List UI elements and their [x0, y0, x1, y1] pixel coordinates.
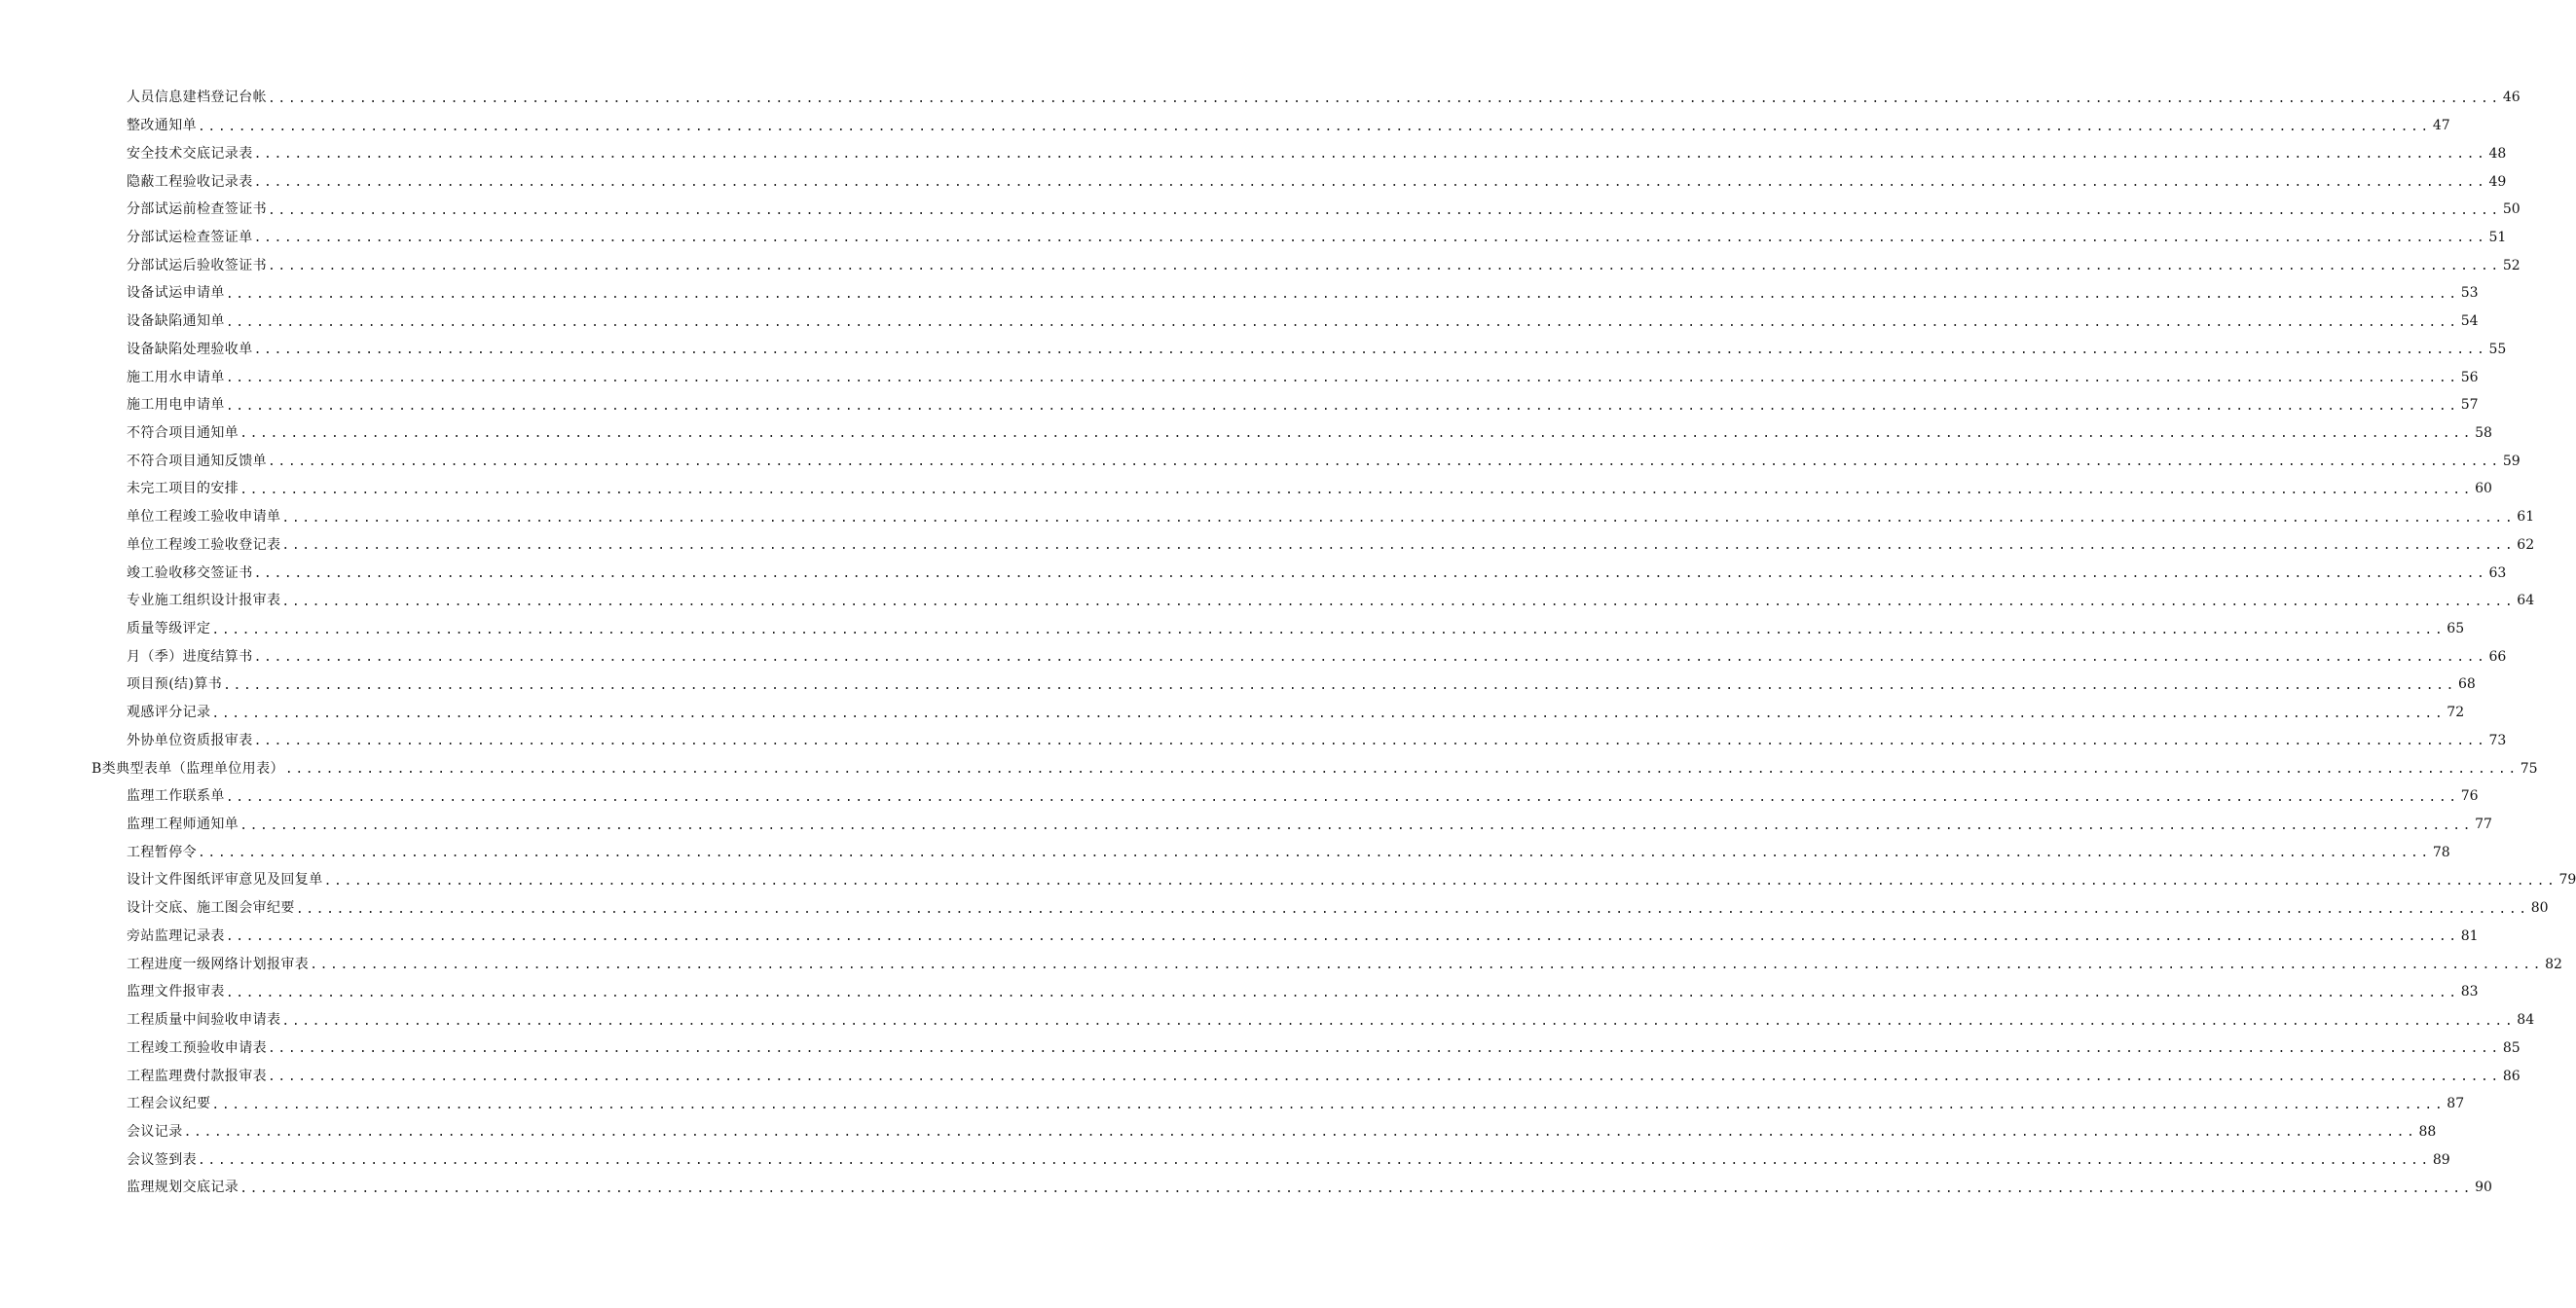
toc-entry-title: 监理工作联系单 [127, 788, 225, 805]
toc-entry-title: 设备试运申请单 [127, 285, 225, 302]
toc-entry[interactable] [0, 811, 2492, 839]
toc-entry-page: 84 [2517, 1012, 2535, 1029]
dot-leader: ............................................................................................................................................................................................................................ [253, 231, 2487, 246]
toc-entry[interactable] [0, 363, 2479, 391]
dot-leader: ............................................................................................................................................................................................................................ [253, 343, 2487, 358]
toc-entry-page: 73 [2488, 732, 2507, 748]
toc-entry-page: 62 [2517, 536, 2535, 553]
dot-leader: ............................................................................................................................................................................................................................ [281, 510, 2516, 526]
toc-entry[interactable] [0, 950, 2562, 978]
toc-entry[interactable] [0, 112, 2450, 140]
toc-entry-title: 工程竣工预验收申请表 [127, 1039, 267, 1056]
toc-entry[interactable] [0, 923, 2479, 951]
toc-entry[interactable] [0, 1090, 2465, 1118]
dot-leader: ............................................................................................................................................................................................................................ [295, 901, 2529, 917]
toc-entry-title: 单位工程竣工验收申请单 [127, 509, 281, 526]
toc-entry[interactable] [0, 699, 2465, 727]
toc-entry-title: 工程会议纪要 [127, 1096, 211, 1112]
toc-entry[interactable] [0, 167, 2507, 196]
toc-entry-title: 整改通知单 [127, 118, 197, 134]
toc-entry[interactable] [0, 335, 2507, 363]
dot-leader: ............................................................................................................................................................................................................................ [225, 286, 2459, 302]
dot-leader: ............................................................................................................................................................................................................................ [253, 566, 2487, 582]
toc-entry-page: 87 [2447, 1096, 2465, 1112]
toc-entry-page: 52 [2502, 257, 2521, 273]
toc-entry-title: 设备缺陷处理验收单 [127, 341, 253, 357]
toc-entry-title: 单位工程竣工验收登记表 [127, 536, 281, 553]
toc-entry-page: 58 [2475, 424, 2492, 441]
toc-entry-page: 83 [2460, 984, 2479, 1000]
toc-entry-page: 81 [2460, 927, 2479, 944]
toc-entry-title: 工程质量中间验收申请表 [127, 1012, 281, 1029]
toc-entry-title: 监理规划交底记录 [127, 1180, 239, 1196]
toc-entry[interactable] [0, 559, 2507, 587]
toc-entry-title: 工程监理费付款报审表 [127, 1068, 267, 1084]
toc-entry-title: 分部试运前检查签证书 [127, 201, 267, 218]
dot-leader: ............................................................................................................................................................................................................................ [225, 985, 2459, 1000]
toc-entry-page: 85 [2502, 1039, 2521, 1056]
toc-entry-title: 工程进度一级网络计划报审表 [127, 956, 310, 972]
dot-leader: ............................................................................................................................................................................................................................ [225, 314, 2459, 330]
toc-entry-title: 会议签到表 [127, 1151, 197, 1168]
dot-leader: ............................................................................................................................................................................................................................ [268, 454, 2501, 470]
toc-entry[interactable] [0, 894, 2549, 923]
toc-entry-page: 65 [2447, 621, 2465, 637]
toc-entry-title: 施工用电申请单 [127, 397, 225, 414]
toc-entry-page: 47 [2432, 118, 2450, 134]
toc-entry-title: 隐蔽工程验收记录表 [127, 173, 253, 190]
toc-entry-title: 会议记录 [127, 1123, 183, 1140]
toc-entry-page: 88 [2418, 1123, 2437, 1140]
toc-entry[interactable] [0, 1006, 2535, 1035]
dot-leader: ............................................................................................................................................................................................................................ [310, 958, 2544, 973]
toc-entry[interactable] [0, 308, 2479, 336]
dot-leader: ............................................................................................................................................................................................................................ [183, 1125, 2417, 1141]
toc-entry-page: 55 [2488, 341, 2507, 357]
dot-leader: ............................................................................................................................................................................................................................ [284, 762, 2519, 778]
toc-entry-page: 49 [2488, 173, 2507, 190]
toc-entry-title: 监理文件报审表 [127, 984, 225, 1000]
toc-entry-page: 51 [2488, 229, 2507, 245]
dot-leader: ............................................................................................................................................................................................................................ [198, 846, 2431, 861]
toc-section-entry[interactable] [0, 754, 2538, 782]
toc-entry-page: 48 [2488, 145, 2507, 162]
toc-entry-title: 竣工验收移交签证书 [127, 564, 253, 581]
toc-entry-page: 61 [2517, 509, 2535, 526]
toc-entry[interactable] [0, 447, 2521, 475]
toc-entry-title: 工程暂停令 [127, 844, 197, 860]
toc-entry[interactable] [0, 838, 2450, 866]
dot-leader: ............................................................................................................................................................................................................................ [281, 1013, 2516, 1029]
dot-leader: ............................................................................................................................................................................................................................ [268, 259, 2501, 274]
toc-entry-title: 安全技术交底记录表 [127, 145, 253, 162]
dot-leader: ............................................................................................................................................................................................................................ [198, 1153, 2431, 1169]
toc-entry[interactable] [0, 615, 2465, 643]
dot-leader: ............................................................................................................................................................................................................................ [268, 202, 2501, 218]
toc-entry-page: 63 [2488, 564, 2507, 581]
dot-leader: ............................................................................................................................................................................................................................ [225, 371, 2459, 386]
toc-entry-page: 82 [2545, 956, 2562, 972]
toc-entry[interactable] [0, 1034, 2521, 1062]
dot-leader: ............................................................................................................................................................................................................................ [268, 1041, 2501, 1057]
table-of-contents [0, 84, 2576, 1202]
toc-entry-title: 不符合项目通知反馈单 [127, 453, 267, 469]
toc-entry-title: 项目预(结)算书 [127, 676, 223, 693]
toc-entry-title: 监理工程师通知单 [127, 817, 239, 833]
toc-entry-title: 月（季）进度结算书 [127, 648, 253, 665]
toc-entry-page: 60 [2475, 481, 2492, 497]
toc-entry[interactable] [0, 671, 2476, 699]
dot-leader: ............................................................................................................................................................................................................................ [223, 677, 2456, 693]
toc-entry[interactable] [0, 1062, 2521, 1090]
toc-entry[interactable] [0, 866, 2576, 894]
toc-entry-title: 未完工项目的安排 [127, 481, 239, 497]
dot-leader: ............................................................................................................................................................................................................................ [239, 1181, 2474, 1196]
dot-leader: ............................................................................................................................................................................................................................ [323, 873, 2558, 889]
toc-entry[interactable] [0, 727, 2507, 755]
dot-leader: ............................................................................................................................................................................................................................ [239, 482, 2474, 497]
toc-entry-page: 46 [2502, 90, 2521, 106]
toc-entry[interactable] [0, 139, 2507, 167]
toc-entry-page: 53 [2460, 285, 2479, 302]
toc-entry-title: 观感评分记录 [127, 705, 211, 721]
toc-entry-page: 90 [2475, 1180, 2492, 1196]
toc-entry-title: 设计交底、施工图会审纪要 [127, 900, 295, 917]
dot-leader: ............................................................................................................................................................................................................................ [268, 91, 2501, 106]
toc-entry-title: 施工用水申请单 [127, 369, 225, 385]
toc-entry-page: 66 [2488, 648, 2507, 665]
toc-entry-page: 76 [2460, 788, 2479, 805]
toc-entry[interactable] [0, 84, 2521, 112]
dot-leader: ............................................................................................................................................................................................................................ [225, 789, 2459, 805]
toc-entry[interactable] [0, 419, 2492, 448]
toc-entry-title: 人员信息建档登记台帐 [127, 90, 267, 106]
toc-entry[interactable] [0, 224, 2507, 252]
toc-entry-page: 78 [2432, 844, 2450, 860]
toc-section-title: B类典型表单（监理单位用表） [92, 760, 284, 777]
dot-leader: ............................................................................................................................................................................................................................ [253, 650, 2487, 666]
toc-entry[interactable] [0, 642, 2507, 671]
toc-entry-page: 86 [2502, 1068, 2521, 1084]
toc-entry-page: 56 [2460, 369, 2479, 385]
toc-entry-page: 68 [2458, 676, 2476, 693]
toc-entry[interactable] [0, 279, 2479, 308]
toc-entry-page: 72 [2447, 705, 2465, 721]
toc-entry-title: 设计文件图纸评审意见及回复单 [127, 872, 323, 889]
toc-entry-page: 64 [2517, 593, 2535, 609]
dot-leader: ............................................................................................................................................................................................................................ [225, 398, 2459, 414]
dot-leader: ............................................................................................................................................................................................................................ [253, 175, 2487, 191]
toc-entry-page: 80 [2530, 900, 2549, 917]
toc-entry-title: 分部试运后验收签证书 [127, 257, 267, 273]
toc-entry-page: 59 [2502, 453, 2521, 469]
dot-leader: ............................................................................................................................................................................................................................ [268, 1070, 2501, 1085]
dot-leader: ............................................................................................................................................................................................................................ [239, 818, 2474, 833]
dot-leader: ............................................................................................................................................................................................................................ [211, 1097, 2446, 1112]
toc-entry[interactable] [0, 587, 2535, 615]
dot-leader: ............................................................................................................................................................................................................................ [211, 622, 2446, 637]
toc-entry[interactable] [0, 1174, 2492, 1202]
toc-entry-title: 不符合项目通知单 [127, 424, 239, 441]
dot-leader: ............................................................................................................................................................................................................................ [211, 706, 2446, 721]
toc-entry[interactable] [0, 503, 2535, 531]
toc-entry-title: 质量等级评定 [127, 621, 211, 637]
dot-leader: ............................................................................................................................................................................................................................ [281, 538, 2516, 554]
dot-leader: ............................................................................................................................................................................................................................ [253, 734, 2487, 749]
toc-entry[interactable] [0, 196, 2521, 224]
toc-entry-page: 77 [2475, 817, 2492, 833]
dot-leader: ............................................................................................................................................................................................................................ [198, 119, 2431, 134]
dot-leader: ............................................................................................................................................................................................................................ [239, 426, 2474, 442]
toc-entry[interactable] [0, 531, 2535, 560]
toc-entry-title: 设备缺陷通知单 [127, 313, 225, 330]
toc-entry-page: 79 [2558, 872, 2576, 889]
dot-leader: ............................................................................................................................................................................................................................ [225, 929, 2459, 945]
toc-entry[interactable] [0, 1118, 2437, 1146]
toc-entry-page: 89 [2432, 1151, 2450, 1168]
toc-entry[interactable] [0, 391, 2479, 419]
toc-entry-page: 50 [2502, 201, 2521, 218]
toc-section-page: 75 [2520, 760, 2538, 777]
toc-entry[interactable] [0, 475, 2492, 503]
toc-entry-title: 专业施工组织设计报审表 [127, 593, 281, 609]
toc-entry-title: 旁站监理记录表 [127, 927, 225, 944]
toc-entry-title: 分部试运检查签证单 [127, 229, 253, 245]
toc-entry-title: 外协单位资质报审表 [127, 732, 253, 748]
dot-leader: ............................................................................................................................................................................................................................ [253, 147, 2487, 163]
toc-entry[interactable] [0, 782, 2479, 811]
toc-entry[interactable] [0, 1145, 2450, 1174]
toc-entry-page: 57 [2460, 397, 2479, 414]
toc-entry[interactable] [0, 251, 2521, 279]
toc-entry[interactable] [0, 978, 2479, 1006]
toc-entry-page: 54 [2460, 313, 2479, 330]
dot-leader: ............................................................................................................................................................................................................................ [281, 594, 2516, 609]
